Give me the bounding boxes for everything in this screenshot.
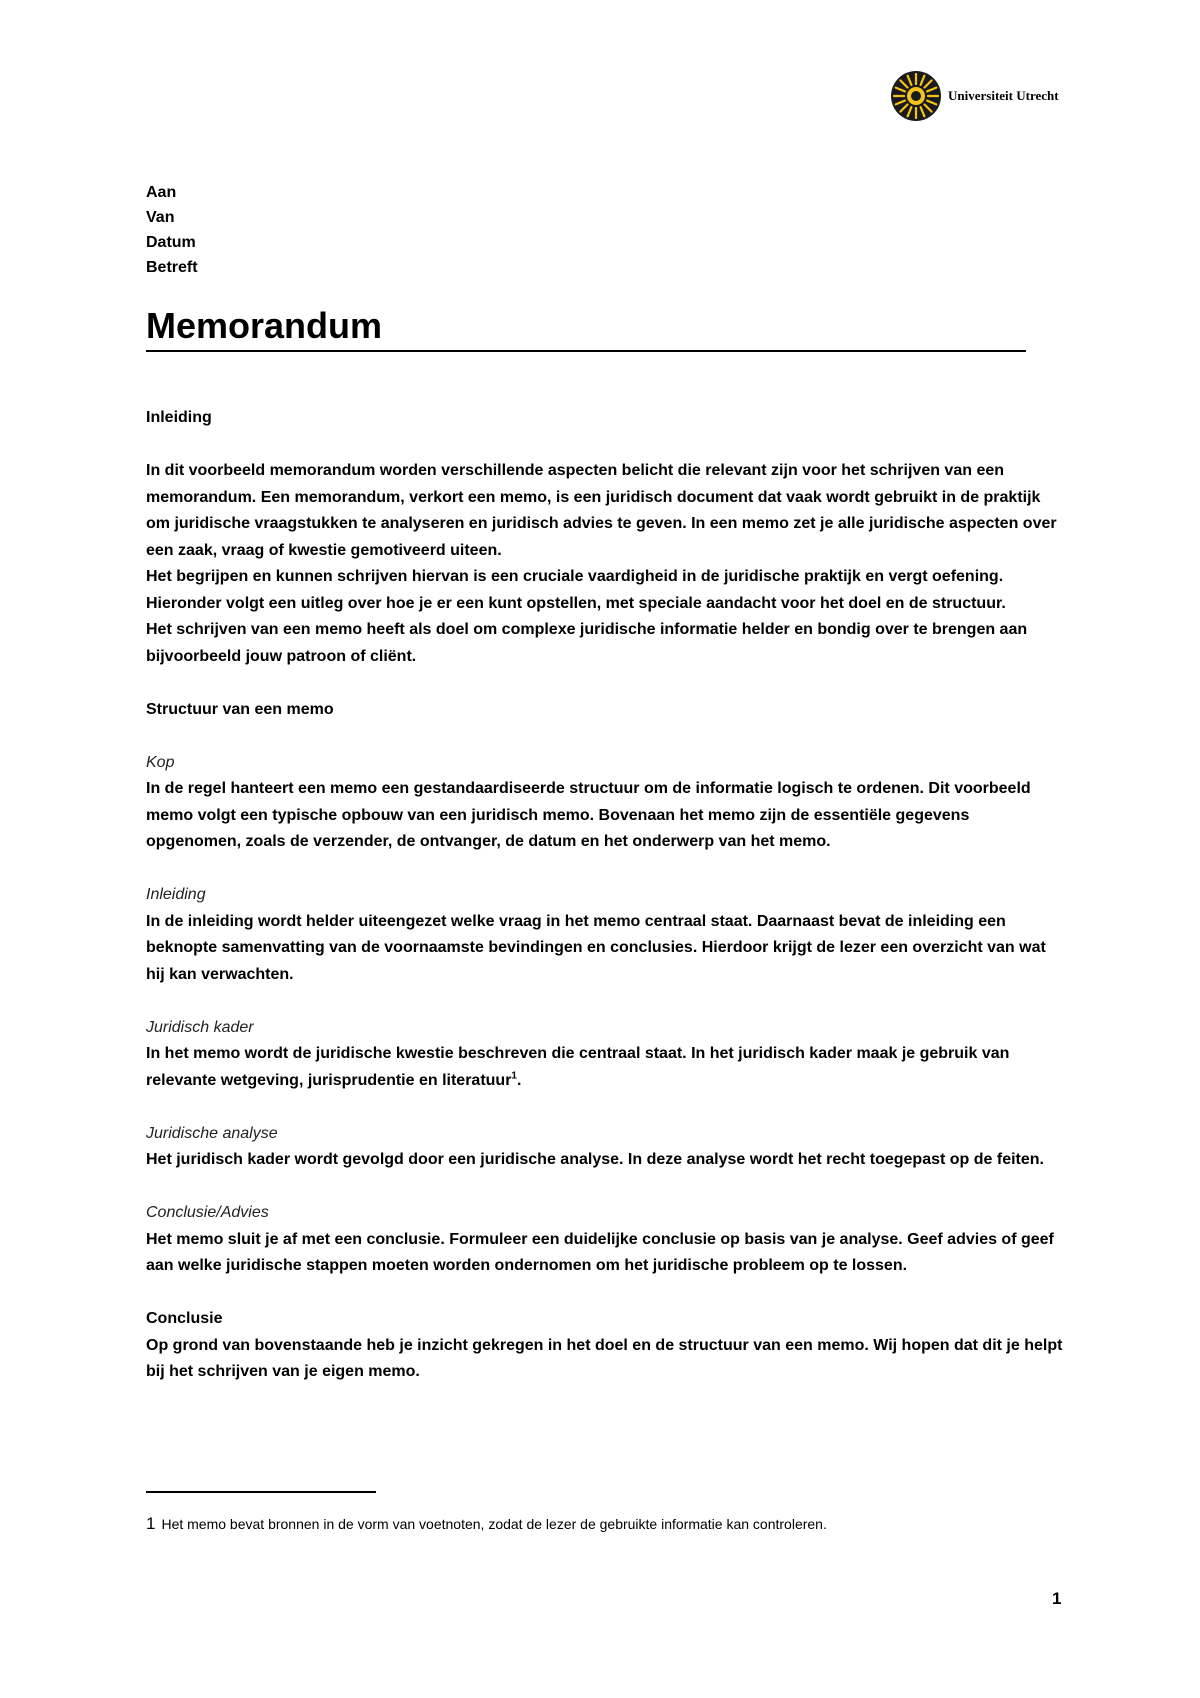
logo-text: Universiteit Utrecht: [948, 88, 1059, 103]
subheading-kop: Kop: [146, 753, 175, 771]
footnote-number: 1: [146, 1514, 156, 1533]
logo: [890, 70, 1059, 122]
footnote: [146, 1514, 827, 1534]
subheading-inleiding: Inleiding: [146, 886, 206, 903]
paragraph-conclusie: Op grond van bovenstaande heb je inzicht gekregen in het doel en de structuur van een memo. Wij hopen dat dit je helpt bij het schrijven van je eigen memo.: [146, 1336, 1063, 1380]
field-betreft: Betreft: [146, 259, 198, 276]
paragraph-juridische-analyse: Het juridisch kader wordt gevolgd door een juridische analyse. In deze analyse wordt het recht toegepast op de feiten.: [146, 1151, 1044, 1168]
paragraph-intro-2: Het begrijpen en kunnen schrijven hiervan is een cruciale vaardigheid in de juridische praktijk en vergt oefening. Hieronder volgt een uitleg over hoe je er een kunt opstellen, met speciale aandacht voor het doel en de structuur.: [146, 568, 1006, 612]
heading-structuur: Structuur van een memo: [146, 700, 334, 718]
footnote-reference[interactable]: 1: [511, 1070, 517, 1082]
subheading-conclusie-advies: Conclusie/Advies: [146, 1204, 269, 1221]
paragraph-inleiding: In de inleiding wordt helder uiteengezet welke vraag in het memo centraal staat. Daarnaast bevat de inleiding een beknopte samenvatting van de voornaamste bevindingen en conclusies. Hierdoor krijgt de lezer een overzicht van wat hij kan verwachten.: [146, 912, 1046, 983]
heading-inleiding: Inleiding: [146, 409, 212, 426]
heading-conclusie: Conclusie: [146, 1310, 223, 1327]
paragraph-intro-3: Het schrijven van een memo heeft als doel om complexe juridische informatie helder en bondig over te brengen aan bijvoorbeeld jouw patroon of cliënt.: [146, 621, 1028, 665]
paragraph-intro-1: In dit voorbeeld memorandum worden verschillende aspecten belicht die relevant zijn voor het schrijven van een memorandum. Een memorandum, verkort een memo, is een juridisch document dat vaak wordt gebruikt in de praktijk om juridische vraagstukken te analyseren en juridisch advies te geven. In een memo zet je alle juridische aspecten over een zaak, vraag of kwestie gemotiveerd uiteen.: [146, 462, 1057, 559]
field-datum: Datum: [146, 234, 196, 251]
juridisch-kader-text-end: .: [516, 1071, 522, 1089]
paragraph-kop: In de regel hanteert een memo een gestandaardiseerde structuur om de informatie logisch te ordenen. Dit voorbeeld memo volgt een typische opbouw van een juridisch memo. Bovenaan het memo zijn de essentiële gegevens opgenomen, zoals de verzender, de ontvanger, de datum en het onderwerp van het memo.: [146, 780, 1031, 850]
page-title: Memorandum: [146, 304, 1026, 352]
page-number: 1: [1052, 1589, 1062, 1608]
sun-seal-icon: [890, 70, 942, 122]
subheading-juridisch-kader: Juridisch kader: [146, 1018, 254, 1036]
footnote-text: Het memo bevat bronnen in de vorm van voetnoten, zodat de lezer de gebruikte informatie kan controleren.: [161, 1516, 827, 1532]
footnote-divider: [146, 1491, 376, 1493]
subheading-juridische-analyse: Juridische analyse: [146, 1124, 278, 1142]
header-fields: [146, 180, 198, 280]
field-van: Van: [146, 209, 175, 226]
paragraph-juridisch-kader: [146, 1041, 1066, 1094]
juridisch-kader-text: In het memo wordt de juridische kwestie beschreven die centraal staat. In het juridisch kader maak je gebruik van relevante wetgeving, jurisprudentie en literatuur: [146, 1045, 1010, 1089]
field-aan: Aan: [146, 184, 177, 201]
paragraph-conclusie-advies: Het memo sluit je af met een conclusie. Formuleer een duidelijke conclusie op basis van je analyse. Geef advies of geef aan welke juridische stappen moeten worden ondernomen om het juridische probleem op te lossen.: [146, 1230, 1054, 1274]
memo-body: [146, 405, 1066, 1386]
